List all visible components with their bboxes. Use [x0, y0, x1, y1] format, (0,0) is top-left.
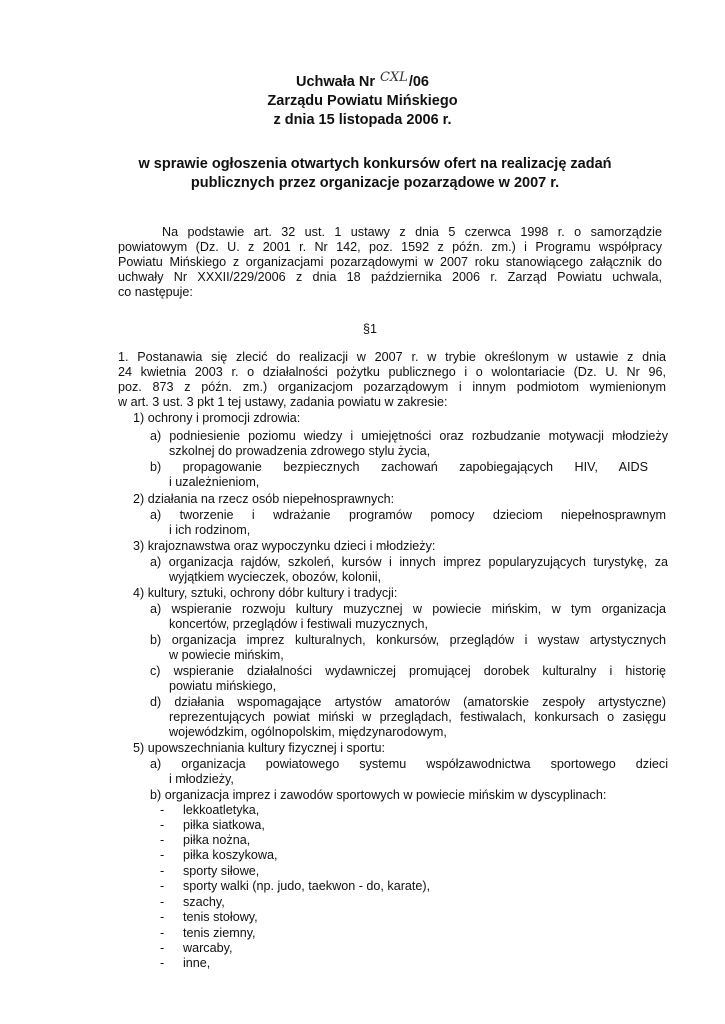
list-subitem: b) organizacja imprez kulturalnych, konkursów, przeglądów i wystaw artystycznych [150, 633, 666, 647]
list-item: 4) kultury, sztuki, ochrony dóbr kultury i tradycji: [133, 586, 398, 600]
discipline-item: piłka siatkowa, [183, 818, 265, 832]
list-subitem-cont: i młodzieży, [169, 772, 234, 786]
issuing-body: Zarządu Powiatu Mińskiego [267, 93, 458, 109]
discipline-item: sporty siłowe, [183, 864, 260, 878]
list-subitem-cont: wojewódzkim, ogólnopolskim, międzynarodowym, [169, 725, 447, 739]
discipline-item: piłka koszykowa, [183, 848, 278, 862]
dash-bullet: - [160, 941, 165, 955]
handwritten-number: CXL [379, 70, 408, 85]
preamble-line: powiatowym (Dz. U. z 2001 r. Nr 142, poz. 1592 z późn. zm.) i Programu współpracy [118, 240, 662, 254]
paragraph-line: 1. Postanawia się zlecić do realizacji w 2007 r. w trybie określonym w ustawie z dnia [118, 350, 666, 364]
preamble-line: uchwały Nr XXXII/229/2006 z dnia 18 października 2006 r. Zarząd Powiatu uchwala, [118, 270, 662, 284]
title-line: w sprawie ogłoszenia otwartych konkursów ofert na realizację zadań [138, 156, 612, 172]
dash-bullet: - [160, 864, 165, 878]
list-subitem: a) organizacja rajdów, szkoleń, kursów i innych imprez popularyzujących turystykę, za [150, 555, 668, 569]
dash-bullet: - [160, 956, 165, 970]
dash-bullet: - [160, 818, 165, 832]
section-mark: §1 [362, 322, 377, 336]
list-subitem-cont: w powiecie mińskim, [169, 648, 284, 662]
list-subitem: a) wspieranie rozwoju kultury muzycznej w powiecie mińskim, w tym organizacja [150, 602, 666, 616]
list-item: 1) ochrony i promocji zdrowia: [133, 411, 301, 425]
dash-bullet: - [160, 926, 165, 940]
list-subitem: b) organizacja imprez i zawodów sportowych w powiecie mińskim w dyscyplinach: [150, 788, 607, 802]
list-subitem: a) organizacja powiatowego systemu współzawodnictwa sportowego dzieci [150, 757, 668, 771]
discipline-item: tenis stołowy, [183, 910, 258, 924]
list-subitem-cont: i uzależnieniom, [169, 475, 260, 489]
resolution-number-suffix: /06 [408, 74, 429, 90]
discipline-item: piłka nożna, [183, 833, 251, 847]
list-item: 5) upowszechniania kultury fizycznej i sportu: [133, 741, 385, 755]
resolution-number-prefix: Uchwała Nr [295, 74, 379, 90]
preamble-line: co następuje: [118, 285, 193, 299]
list-subitem-cont: powiatu mińskiego, [169, 679, 277, 693]
preamble-line: Na podstawie art. 32 ust. 1 ustawy z dnia 5 czerwca 1998 r. o samorządzie [162, 225, 662, 239]
preamble-line: Powiatu Mińskiego z organizacjami pozarządowymi w 2007 roku stanowiącego załącznik do [118, 255, 662, 269]
paragraph-line: w art. 3 ust. 3 pkt 1 tej ustawy, zadania powiatu w zakresie: [118, 395, 448, 409]
list-subitem-cont: wyjątkiem wycieczek, obozów, kolonii, [169, 570, 382, 584]
list-subitem-cont: koncertów, przeglądów i festiwali muzycznych, [169, 617, 428, 631]
dash-bullet: - [160, 879, 165, 893]
list-subitem: d) działania wspomagające artystów amatorów (amatorskie zespoły artystyczne) [150, 695, 666, 709]
list-subitem: b) propagowanie bezpiecznych zachowań zapobiegających HIV, AIDS [150, 460, 648, 474]
list-subitem-cont: szkolnej do prowadzenia zdrowego stylu życia, [169, 444, 431, 458]
paragraph-line: poz. 873 z późn. zm.) organizacjom pozarządowym i innym podmiotom wymienionym [118, 380, 666, 394]
discipline-item: sporty walki (np. judo, taekwon - do, karate), [183, 879, 431, 893]
list-subitem-cont: reprezentujących powiat miński w przeglądach, festiwalach, konkursach o zasięgu [169, 710, 666, 724]
discipline-item: szachy, [183, 895, 225, 909]
dash-bullet: - [160, 833, 165, 847]
discipline-item: warcaby, [183, 941, 233, 955]
discipline-item: lekkoatletyka, [183, 803, 260, 817]
list-subitem-cont: i ich rodzinom, [169, 523, 251, 537]
title-line: publicznych przez organizacje pozarządowe w 2007 r. [190, 175, 560, 191]
dash-bullet: - [160, 848, 165, 862]
resolution-date: z dnia 15 listopada 2006 r. [273, 112, 452, 128]
list-item: 2) działania na rzecz osób niepełnosprawnych: [133, 492, 395, 506]
dash-bullet: - [160, 910, 165, 924]
discipline-item: inne, [183, 956, 211, 970]
dash-bullet: - [160, 803, 165, 817]
resolution-number [0, 70, 725, 90]
document-title [125, 155, 625, 193]
paragraph-line: 24 kwietnia 2003 r. o działalności pożytku publicznego i o wolontariacie (Dz. U. Nr 96, [118, 365, 666, 379]
discipline-item: tenis ziemny, [183, 926, 256, 940]
list-item: 3) krajoznawstwa oraz wypoczynku dzieci i młodzieży: [133, 539, 436, 553]
list-subitem: a) podniesienie poziomu wiedzy i umiejętności oraz rozbudzanie motywacji młodzieży [150, 429, 668, 443]
list-subitem: c) wspieranie działalności wydawniczej promującej dorobek kulturalny i historię [150, 664, 666, 678]
dash-bullet: - [160, 895, 165, 909]
list-subitem: a) tworzenie i wdrażanie programów pomocy dzieciom niepełnosprawnym [150, 508, 666, 522]
